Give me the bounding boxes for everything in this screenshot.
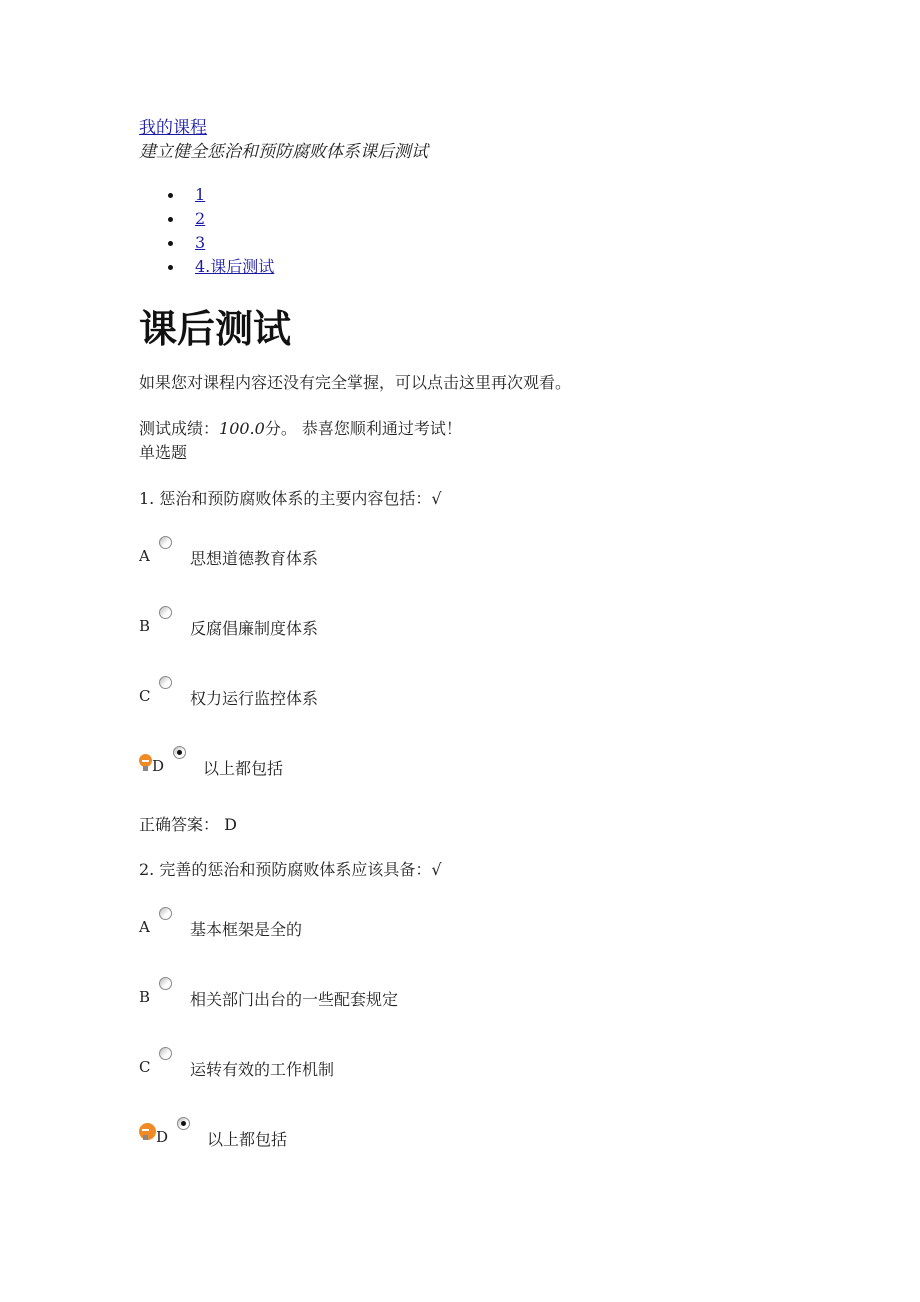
option-letter: A: [139, 918, 150, 936]
bullet-icon: [168, 193, 173, 198]
my-courses-link[interactable]: 我的课程: [139, 118, 207, 138]
radio-button-selected[interactable]: [177, 1117, 190, 1130]
lightbulb-icon: [139, 1123, 156, 1140]
q1-option-d[interactable]: [139, 756, 284, 778]
q2-option-a[interactable]: [139, 917, 303, 939]
chapter-tab-2: [139, 207, 274, 231]
option-text: 思想道德教育体系: [190, 549, 319, 568]
chapter-tab-1: [139, 183, 274, 207]
q2-option-d[interactable]: [139, 1127, 288, 1149]
page-title: 课后测试: [139, 307, 292, 351]
option-text: 基本框架是全的: [190, 920, 303, 939]
option-letter: D: [156, 1128, 169, 1146]
score-suffix: 分。 恭喜您顺利通过考试！: [264, 419, 462, 438]
option-text: 以上都包括: [203, 759, 284, 778]
option-text: 反腐倡廉制度体系: [190, 619, 319, 638]
bullet-icon: [168, 241, 173, 246]
score-value: 100.0: [219, 419, 265, 438]
chapter-link-3[interactable]: 3: [195, 233, 206, 252]
option-text: 相关部门出台的一些配套规定: [190, 990, 399, 1009]
bullet-icon: [168, 217, 173, 222]
score-label: 测试成绩：: [139, 419, 220, 438]
option-letter: B: [139, 617, 151, 635]
option-letter: D: [152, 757, 165, 775]
q2-option-b[interactable]: [139, 987, 399, 1009]
chapter-tab-4: [139, 255, 274, 279]
chapter-tab-3: [139, 231, 274, 255]
course-title: 建立健全惩治和预防腐败体系课后测试: [139, 142, 428, 162]
radio-button[interactable]: [159, 676, 172, 689]
option-text: 以上都包括: [207, 1130, 288, 1149]
q1-option-a[interactable]: [139, 546, 319, 568]
radio-button[interactable]: [159, 536, 172, 549]
q1-option-b[interactable]: [139, 616, 319, 638]
question-2: 2. 完善的惩治和预防腐败体系应该具备：√: [139, 860, 442, 879]
radio-button[interactable]: [159, 606, 172, 619]
chapter-link-2[interactable]: 2: [195, 209, 206, 228]
radio-button-selected[interactable]: [173, 746, 186, 759]
correct-answer: 正确答案： D: [139, 815, 237, 834]
intro-text: 如果您对课程内容还没有完全掌握，可以点击这里再次观看。: [139, 373, 572, 392]
radio-button[interactable]: [159, 907, 172, 920]
chapter-link-1[interactable]: 1: [195, 185, 206, 204]
radio-button[interactable]: [159, 1047, 172, 1060]
bullet-icon: [168, 265, 173, 270]
q1-option-c[interactable]: [139, 686, 319, 708]
option-text: 权力运行监控体系: [190, 689, 319, 708]
question-1: 1. 惩治和预防腐败体系的主要内容包括：√: [139, 489, 442, 508]
radio-button[interactable]: [159, 977, 172, 990]
option-letter: C: [139, 687, 151, 705]
option-letter: C: [139, 1058, 151, 1076]
score-line: [139, 416, 462, 439]
option-letter: B: [139, 988, 151, 1006]
option-letter: A: [139, 547, 150, 565]
lightbulb-icon: [139, 754, 152, 767]
section-label: 单选题: [139, 443, 188, 462]
q2-option-c[interactable]: [139, 1057, 335, 1079]
option-text: 运转有效的工作机制: [190, 1060, 335, 1079]
chapter-link-4[interactable]: 4.课后测试: [195, 257, 275, 276]
chapter-tabs: [139, 183, 274, 279]
